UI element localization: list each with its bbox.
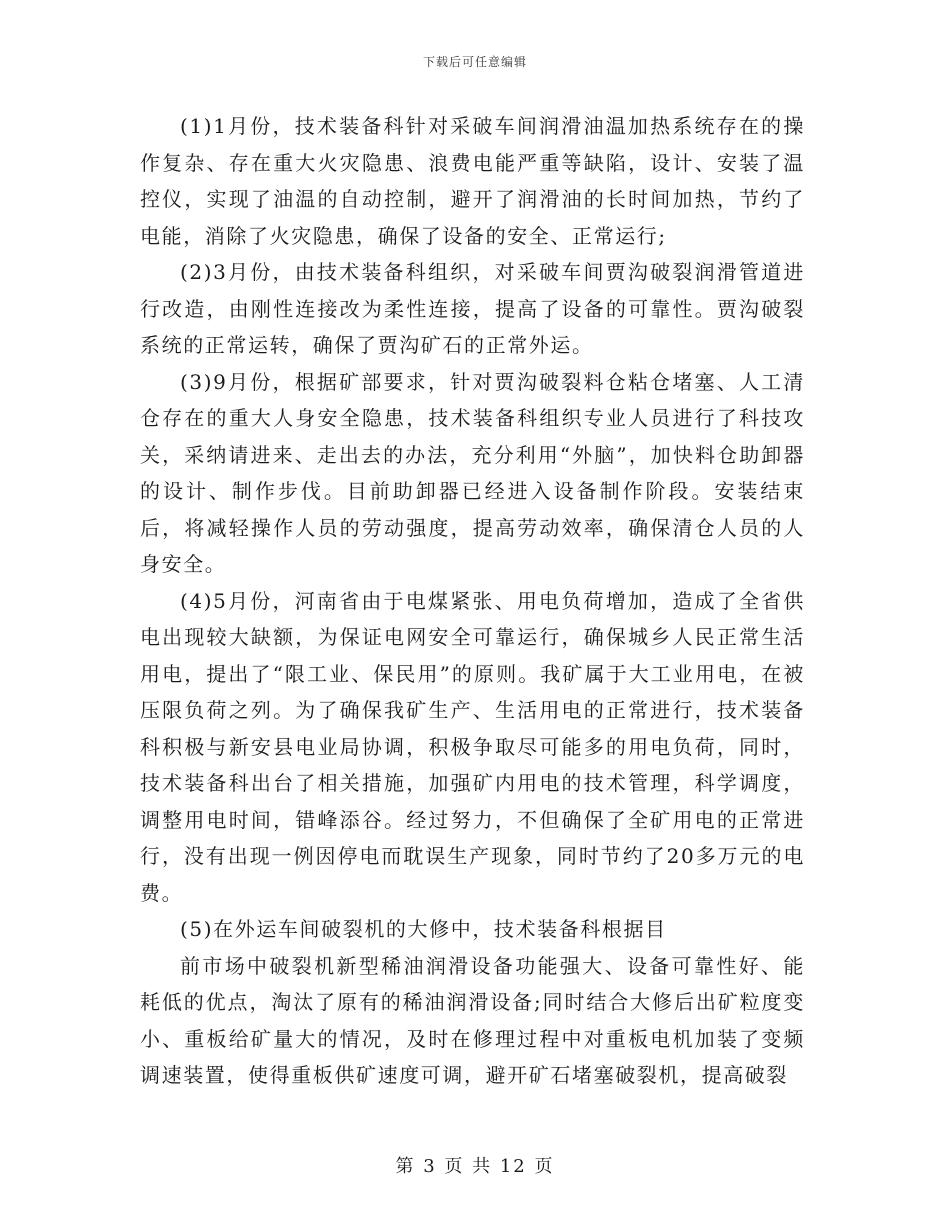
- page-header-note: 下载后可任意编辑: [422, 55, 527, 69]
- paragraph-4: (4)5月份，河南省由于电煤紧张、用电负荷增加，造成了全省供电出现较大缺额，为保证电网安全可靠运行，确保城乡人民正常生活用电，提出了“限工业、保民用”的原则。我矿属于大工业用电，在被压限负荷之列。为了确保我矿生产、生活用电的正常进行，技术装备科积极与新安县电业局协调，积极争取尽可能多的用电负荷，同时，技术装备科出台了相关措施，加强矿内用电的技术管理，科学调度，调整用电时间，错峰添谷。经过努力，不但确保了全矿用电的正常进行，没有出现一例因停电而耽误生产现象，同时节约了20多万元的电费。: [140, 588, 805, 905]
- paragraph-3: (3)9月份，根据矿部要求，针对贾沟破裂料仓粘仓堵塞、人工清仓存在的重大人身安全隐患，技术装备科组织专业人员进行了科技攻关，采纳请进来、走出去的办法，充分利用“外脑”，加快料仓助卸器的设计、制作步伐。目前助卸器已经进入设备制作阶段。安装结束后，将减轻操作人员的劳动强度，提高劳动效率，确保清仓人员的人身安全。: [140, 369, 805, 576]
- paragraph-2: (2)3月份，由技术装备科组织，对采破车间贾沟破裂润滑管道进行改造，由刚性连接改为柔性连接，提高了设备的可靠性。贾沟破裂系统的正常运转，确保了贾沟矿石的正常外运。: [140, 260, 805, 357]
- paragraph-6: 前市场中破裂机新型稀油润滑设备功能强大、设备可靠性好、能耗低的优点，淘汰了原有的稀油润滑设备;同时结合大修后出矿粒度变小、重板给矿量大的情况，及时在修理过程中对重板电机加装了变频调速装置，使得重板供矿速度可调，避开矿石堵塞破裂机，提高破裂: [140, 953, 805, 1087]
- page-number: 第 3 页 共 12 页: [395, 1156, 555, 1177]
- document-body: [140, 108, 805, 1094]
- paragraph-5: (5)在外运车间破裂机的大修中，技术装备科根据目: [180, 917, 667, 941]
- paragraph-1: (1)1月份，技术装备科针对采破车间润滑油温加热系统存在的操作复杂、存在重大火灾隐患、浪费电能严重等缺陷，设计、安装了温控仪，实现了油温的自动控制，避开了润滑油的长时间加热，节约了电能，消除了火灾隐患，确保了设备的安全、正常运行;: [140, 114, 805, 248]
